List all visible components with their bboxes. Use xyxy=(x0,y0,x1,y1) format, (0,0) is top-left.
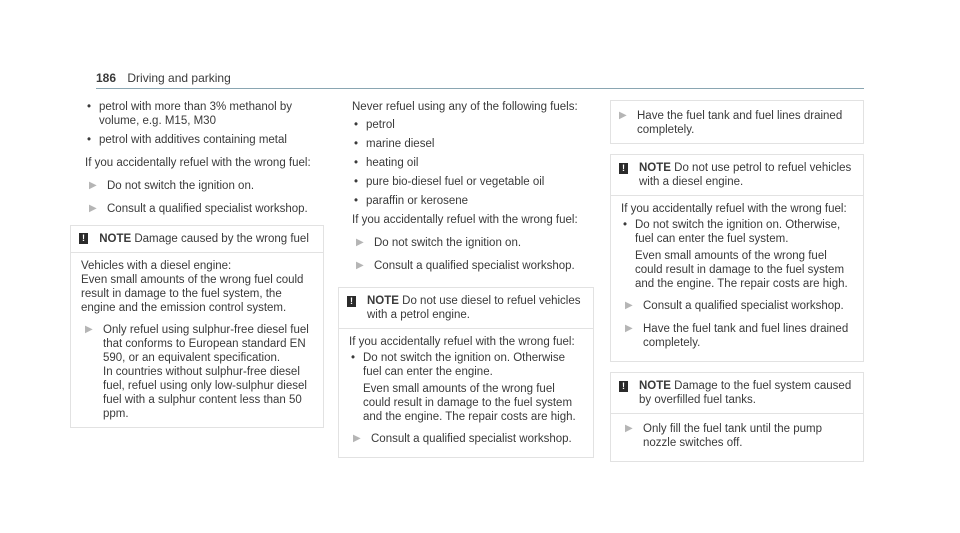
list-item: • Do not switch the ignition on. Otherwise, fuel can enter the fuel system. Even small amounts of the wrong fuel could result in damage to the fuel system and the engine. The repair costs are high. xyxy=(621,218,853,291)
list-item: • petrol xyxy=(352,118,594,132)
list-item: • petrol with additives containing metal xyxy=(85,133,315,147)
arrow-icon: ▶ xyxy=(89,203,97,214)
page-header xyxy=(96,71,231,85)
arrow-icon: ▶ xyxy=(625,423,633,434)
note-header: ! NOTE Do not use petrol to refuel vehicles with a diesel engine. xyxy=(611,155,863,196)
note-box xyxy=(338,287,594,458)
column-3 xyxy=(610,100,864,462)
warning-icon: ! xyxy=(619,381,628,392)
note-box xyxy=(70,225,324,428)
page-number: 186 xyxy=(96,71,117,85)
column-1 xyxy=(70,100,322,428)
note-header: ! NOTE Do not use diesel to refuel vehicles with a petrol engine. xyxy=(339,288,593,329)
intro-text: If you accidentally refuel with the wrong fuel: xyxy=(352,214,578,226)
step: ▶ Have the fuel tank and fuel lines drained completely. xyxy=(625,323,849,349)
arrow-icon: ▶ xyxy=(85,324,93,335)
arrow-icon: ▶ xyxy=(625,323,633,334)
note-header: ! NOTE Damage to the fuel system caused by overfilled fuel tanks. xyxy=(611,373,863,414)
intro-text: Never refuel using any of the following fuels: xyxy=(352,101,578,113)
warning-icon: ! xyxy=(79,233,88,244)
warning-icon: ! xyxy=(619,163,628,174)
header-rule xyxy=(96,88,864,89)
step: ▶ Consult a qualified specialist workshop. xyxy=(89,203,308,215)
step: ▶ Only fill the fuel tank until the pump nozzle switches off. xyxy=(625,423,822,449)
fuel-bullets xyxy=(352,118,594,208)
note-body: If you accidentally refuel with the wrong fuel: • Do not switch the ignition on. Otherwise, fuel can enter the fuel system. Even small amounts of the wrong fuel could result in damage to the fuel system and the engine. The repair costs are high. ▶ Consult a qualified specialist workshop. ▶ Have the fuel tank and fuel lines drained completely. xyxy=(611,196,863,361)
note-body xyxy=(611,414,863,461)
list-item: • heating oil xyxy=(352,156,594,170)
column-2 xyxy=(338,100,594,458)
arrow-icon: ▶ xyxy=(356,237,364,248)
list-item: • marine diesel xyxy=(352,137,594,151)
list-item: • petrol with more than 3% methanol by volume, e.g. M15, M30 xyxy=(85,100,315,128)
list-item: • pure bio-diesel fuel or vegetable oil xyxy=(352,175,594,189)
step: ▶ Do not switch the ignition on. xyxy=(89,180,255,192)
arrow-icon: ▶ xyxy=(356,260,364,271)
arrow-icon: ▶ xyxy=(625,300,633,311)
step: ▶ Consult a qualified specialist workshop. xyxy=(353,433,572,445)
arrow-icon: ▶ xyxy=(619,110,627,121)
intro-text: If you accidentally refuel with the wrong fuel: xyxy=(85,157,311,169)
step-box: ▶ Have the fuel tank and fuel lines drained completely. xyxy=(610,100,864,144)
note-box xyxy=(610,154,864,362)
step: ▶ Consult a qualified specialist workshop. xyxy=(356,260,575,272)
warning-icon: ! xyxy=(347,296,356,307)
fuel-bullets xyxy=(85,100,315,147)
arrow-icon: ▶ xyxy=(89,180,97,191)
list-item: • Do not switch the ignition on. Otherwise fuel can enter the engine. Even small amounts of the wrong fuel could result in damage to the fuel system and the engine. The repair costs are high. xyxy=(349,351,583,424)
note-box xyxy=(610,372,864,462)
note-body: Vehicles with a diesel engine: Even small amounts of the wrong fuel could result in damage to the fuel system, the engine and the emission control system. ▶ Only refuel using sulphur-free diesel fuel that conforms to European standard EN 590, or an equivalent specification. In countries without sulphur-free diesel fuel, refuel using only low-sulphur diesel fuel with a sulphur content less than 50 ppm. xyxy=(71,253,323,427)
section-title: Driving and parking xyxy=(127,71,231,85)
list-item: • paraffin or kerosene xyxy=(352,194,594,208)
step: ▶ Only refuel using sulphur-free diesel fuel that conforms to European standard EN 590, or an equivalent specification. In countries without sulphur-free diesel fuel, refuel using only low-sulphur diesel fuel with a sulphur content less than 50 ppm. xyxy=(85,324,309,420)
step: ▶ Consult a qualified specialist workshop. xyxy=(625,300,844,312)
note-body: If you accidentally refuel with the wrong fuel: • Do not switch the ignition on. Otherwise fuel can enter the engine. Even small amounts of the wrong fuel could result in damage to the fuel system and the engine. The repair costs are high. ▶ Consult a qualified specialist workshop. xyxy=(339,329,593,457)
note-header: ! NOTE Damage caused by the wrong fuel xyxy=(71,226,323,253)
step: ▶ Do not switch the ignition on. xyxy=(356,237,522,249)
arrow-icon: ▶ xyxy=(353,433,361,444)
